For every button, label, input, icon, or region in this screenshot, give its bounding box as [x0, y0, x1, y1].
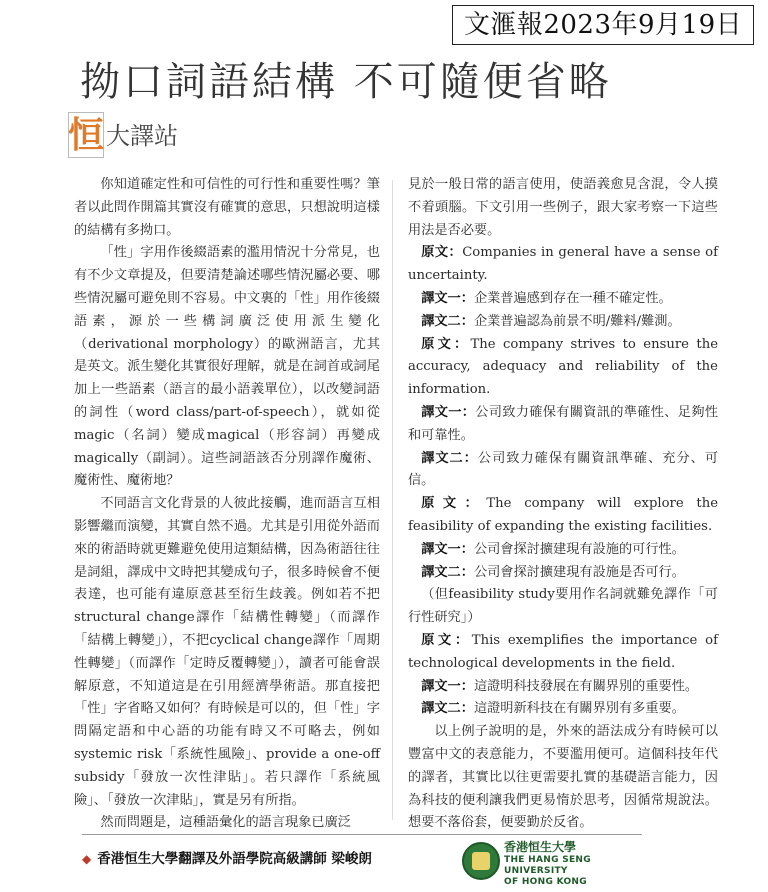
example-text: This exemplifies the importance of technological developments in the field. — [408, 632, 718, 671]
example-label: 譯文一： — [421, 290, 474, 306]
article-left-column — [74, 174, 380, 835]
example-label: 譯文二： — [421, 564, 474, 580]
newspaper-source-tag: 文滙報2023年9月19日 — [452, 5, 754, 45]
article-headline: 拗口詞語結構 不可隨便省略 — [80, 59, 612, 105]
example-line — [408, 288, 718, 311]
example-text: 企業普遍感到存在一種不確定性。 — [473, 290, 672, 306]
example-line — [408, 539, 718, 562]
paragraph-1: 你知道確定性和可信性的可行性和重要性嗎？筆者以此問作開篇其實沒有確實的意思，只想說明這樣的結構有多拗口。 — [74, 177, 380, 238]
example-label: 原文： — [421, 245, 463, 261]
example-line — [408, 562, 718, 585]
example-line — [408, 242, 718, 288]
example-label: 譯文一： — [421, 541, 474, 557]
example-label: 譯文二： — [421, 450, 478, 466]
example-line — [408, 402, 718, 448]
article-right-column — [408, 174, 718, 835]
example-text: Companies in general have a sense of uncertainty. — [408, 245, 718, 284]
university-logo-emblem-icon — [472, 852, 490, 870]
example-line — [408, 630, 718, 676]
example-label: 原文： — [421, 496, 487, 512]
paragraph-4: 然而問題是，這種語彙化的語言現象已廣泛 — [100, 815, 351, 831]
paragraph-3: 不同語言文化背景的人彼此接觸，進而語言互相影響繼而演變，其實自然不過。尤其是引用從外語而來的術語時就更難避免使用這類結構，因為術語往往是詞組，譯成中文時把其變成句子，很多時候會不便表達，也可能有違原意甚至衍生歧義。例如若不把structural change譯作「結構性轉變」（而譯作「結構上轉變」），不把cyclical change譯作「周期性轉變」（而譯作「定時反覆轉變」），讀者可能會誤解原意，不知道這是在引用經濟學術語。那直接把「性」字省略又如何？有時候是可以的，但「性」字問隔定語和中心語的功能有時又不可略去，例如systemic risk「系統性風險」、provide a one-off subsidy「發放一次性津貼」。若只譯作「系統風險」、「發放一次津貼」，實是另有所指。 — [74, 496, 380, 808]
university-name — [504, 840, 654, 888]
column-tag — [68, 116, 178, 156]
example-line — [408, 698, 718, 721]
university-name-en-line1: THE HANG SENG UNIVERSITY — [504, 855, 591, 876]
university-logo — [462, 842, 500, 880]
example-label: 原文： — [421, 336, 471, 352]
example-line — [408, 584, 718, 630]
example-text: 企業普遍認為前景不明/難料/難測。 — [473, 313, 681, 329]
paragraph-continued: 見於一般日常的語言使用，使語義愈見含混，令人摸不着頭腦。下文引用一些例子，跟大家考察一下這些用法是否必要。 — [408, 177, 718, 238]
example-label: 譯文二： — [421, 701, 474, 717]
author-byline-text: 香港恒生大學翻譯及外語學院高級講師 梁峻朗 — [97, 851, 372, 867]
column-tag-name: 大譯站 — [106, 122, 179, 150]
university-name-en-line2: OF HONG KONG — [504, 877, 587, 887]
example-line — [408, 448, 718, 494]
example-line — [408, 311, 718, 334]
example-text: The company strives to ensure the accuracy, adequacy and reliability of the information. — [408, 336, 718, 398]
paragraph-2: 「性」字用作後綴語素的濫用情況十分常見，也有不少文章提及，但要清楚論述哪些情況屬必要、哪些情況屬可避免則不容易。中文裏的「性」用作後綴語素，源於一些構詞廣泛使用派生變化（derivational morphology）的歐洲語言，尤其是英文。派生變化其實很好理解，就是在詞首或詞尾加上一些語素（語言的最小語義單位），以改變詞語的詞性（word class/part-of-speech），就如從magic（名詞）變成magical（形容詞）再變成magically（副詞）。這些詞語該否分別譯作魔術、魔術性、魔術地？ — [74, 245, 380, 489]
column-tag-first-char: 恒 — [68, 115, 105, 156]
example-label: 譯文一： — [421, 678, 474, 694]
author-byline — [82, 846, 372, 872]
example-line — [408, 493, 718, 539]
translation-examples — [408, 242, 718, 721]
example-line — [408, 676, 718, 699]
example-text: 公司致力確保有關資訊準確、充分、可信。 — [408, 450, 719, 489]
example-text: 這證明科技發展在有關界別的重要性。 — [473, 678, 699, 694]
example-text: 這證明新科技在有關界別有多重要。 — [473, 701, 685, 717]
university-name-zh: 香港恒生大學 — [504, 840, 577, 854]
example-text: （但feasibility study要用作名詞就難免譯作「可行性研究」） — [408, 587, 718, 626]
example-text: 公司會探討擴建現有設施的可行性。 — [473, 541, 685, 557]
example-label: 譯文一： — [421, 404, 476, 420]
example-text: 公司會探討擴建現有設施是否可行。 — [473, 564, 685, 580]
diamond-bullet-icon: ◆ — [82, 852, 92, 866]
column-divider — [392, 180, 393, 820]
example-line — [408, 334, 718, 402]
example-text: The company will explore the feasibility of expanding the existing facilities. — [408, 496, 718, 534]
example-label: 譯文二： — [421, 313, 474, 329]
example-label: 原文： — [421, 632, 472, 648]
paragraph-closing: 以上例子說明的是，外來的語法成分有時候可以豐富中文的表意能力，不要濫用便可。這個科技年代的譯者，其實比以往更需要扎實的基礎語言能力，因為科技的便利讓我們更易惰於思考，因循常規說法。想要不落俗套，便要勤於反省。 — [408, 724, 718, 831]
example-text: 公司致力確保有關資訊的準確性、足夠性和可靠性。 — [408, 404, 719, 443]
